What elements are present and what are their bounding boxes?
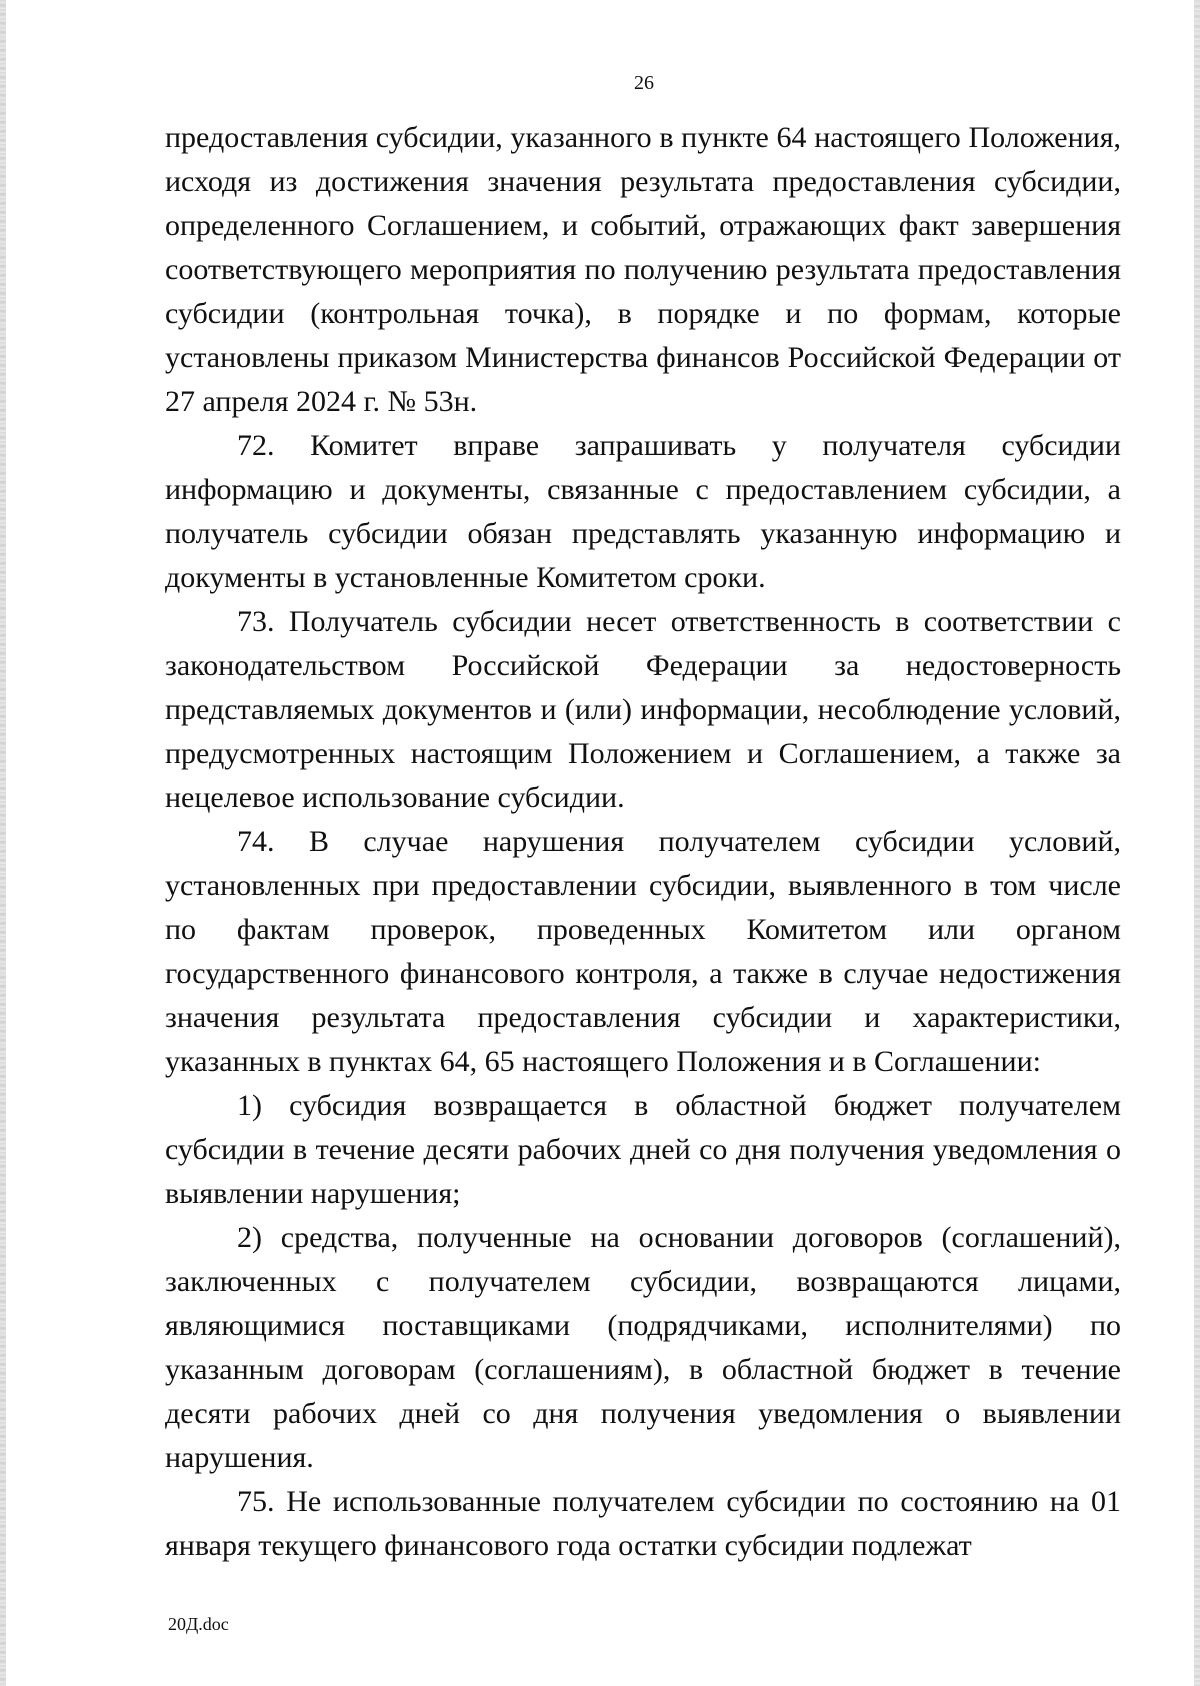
paragraph-74-item-2: 2) средства, полученные на основании договоров (соглашений), заключенных с получателем субсидии, возвращаются лицами, являющимися поставщиками (подрядчиками, исполнителями) по указанным договорам (соглашениям), в областной бюджет в течение десяти рабочих дней со дня получения уведомления о выявлении нарушения. xyxy=(165,1221,1121,1474)
paragraph-74: 74. В случае нарушения получателем субсидии условий, установленных при предоставлении субсидии, выявленного в том числе по фактам проверок, проведенных Комитетом или органом государственного финансового контроля, а также в случае недостижения значения результата предоставления субсидии и характеристики, указанных в пунктах 64, 65 настоящего Положения и в Соглашении: xyxy=(165,825,1121,1078)
document-body xyxy=(165,116,1121,1568)
page-number: 26 xyxy=(634,72,654,94)
paragraph-75: 75. Не использованные получателем субсидии по состоянию на 01 января текущего финансового года остатки субсидии подлежат xyxy=(165,1485,1121,1562)
scan-edge-right xyxy=(1194,0,1200,1686)
footer-filename: 20Д.doc xyxy=(168,1614,229,1634)
paragraph-73: 73. Получатель субсидии несет ответственность в соответствии с законодательством Российской Федерации за недостоверность представляемых документов и (или) информации, несоблюдение условий, предусмотренных настоящим Положением и Соглашением, а также за нецелевое использование субсидии. xyxy=(165,605,1121,814)
scan-edge-left xyxy=(0,0,6,1686)
paragraph-72: 72. Комитет вправе запрашивать у получателя субсидии информацию и документы, связанные с предоставлением субсидии, а получатель субсидии обязан представлять указанную информацию и документы в установленные Комитетом сроки. xyxy=(165,429,1121,594)
paragraph-continuation: предоставления субсидии, указанного в пункте 64 настоящего Положения, исходя из достижения значения результата предоставления субсидии, определенного Соглашением, и событий, отражающих факт завершения соответствующего мероприятия по получению результата предоставления субсидии (контрольная точка), в порядке и по формам, которые установлены приказом Министерства финансов Российской Федерации от 27 апреля 2024 г. № 53н. xyxy=(165,121,1121,418)
paragraph-74-item-1: 1) субсидия возвращается в областной бюджет получателем субсидии в течение десяти рабочих дней со дня получения уведомления о выявлении нарушения; xyxy=(165,1089,1121,1210)
